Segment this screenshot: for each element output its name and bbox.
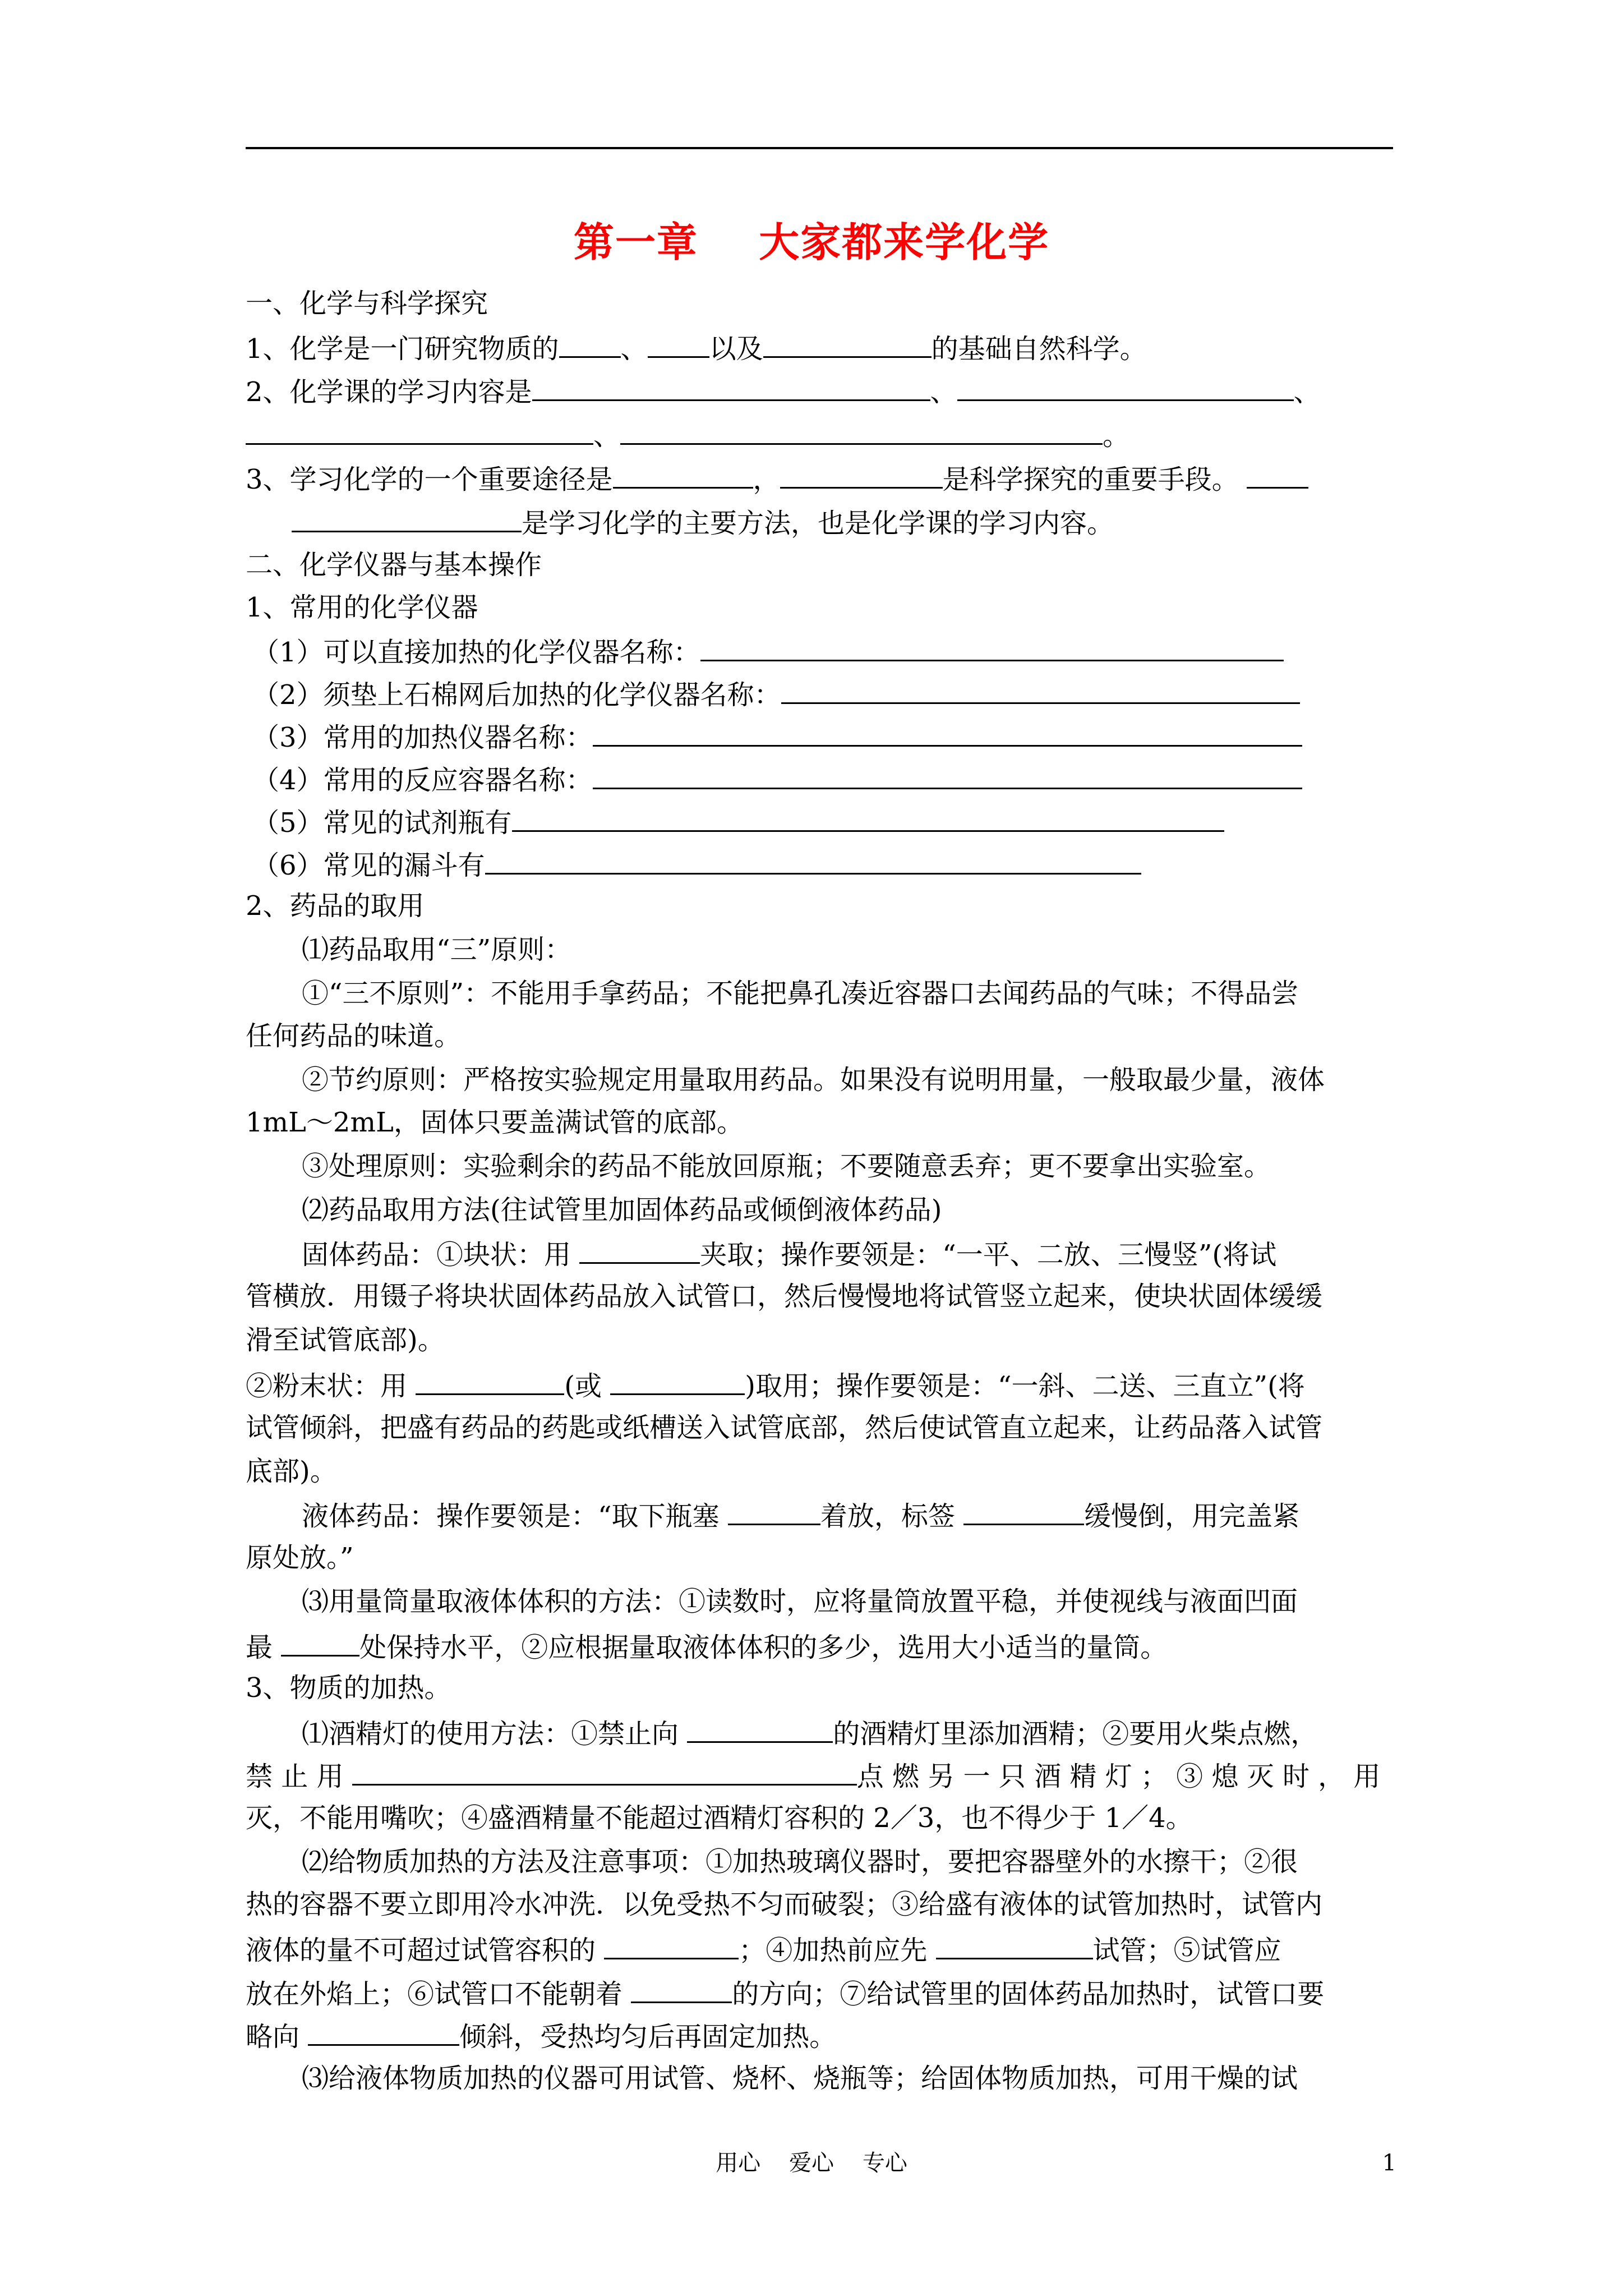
instrument-item: （4）常用的反应容器名称：	[252, 760, 1302, 799]
paragraph: 禁 止 用 点 燃 另 一 只 酒 精 灯 ； ③ 熄 灭 时 ， 用	[246, 1756, 1380, 1795]
instrument-item: （3）常用的加热仪器名称：	[252, 717, 1302, 756]
paragraph: ⑶给液体物质加热的仪器可用试管、烧杯、烧瓶等；给固体物质加热，可用干燥的试	[302, 2063, 1298, 2094]
paragraph: 热的容器不要立即用冷水冲洗．以免受热不匀而破裂；③给盛有液体的试管加热时，试管内	[246, 1889, 1323, 1920]
question-3-cont: 是学习化学的主要方法，也是化学课的学习内容。	[292, 503, 1114, 542]
question-3: 3、学习化学的一个重要途径是 ， 是科学探究的重要手段。	[246, 459, 1308, 498]
fill-blank[interactable]	[936, 1930, 1093, 1959]
section-heading: 一、化学与科学探究	[246, 288, 488, 319]
paragraph: ①“三不原则”：不能用手拿药品；不能把鼻孔凑近容器口去闻药品的气味；不得品尝	[302, 978, 1299, 1009]
paragraph: 底部)。	[246, 1456, 337, 1487]
subsection-heading: 2、药品的取用	[246, 890, 425, 922]
paragraph: 试管倾斜，把盛有药品的药匙或纸槽送入试管底部，然后使试管直立起来，让药品落入试管	[246, 1412, 1323, 1443]
paragraph: 液体药品：操作要领是：“取下瓶塞 着放，标签 缓慢倒，用完盖紧	[302, 1496, 1299, 1535]
fill-blank[interactable]	[246, 415, 593, 445]
paragraph: 管横放．用镊子将块状固体药品放入试管口，然后慢慢地将试管竖立起来，使块状固体缓缓	[246, 1281, 1323, 1312]
fill-blank[interactable]	[292, 503, 522, 532]
paragraph: 任何药品的味道。	[246, 1020, 462, 1052]
paragraph: ⑴药品取用“三”原则：	[302, 934, 572, 965]
question-2: 2、化学课的学习内容是 、 、	[246, 371, 1321, 411]
chapter-title: 第一章 大家都来学化学	[573, 218, 1050, 266]
page-number: 1	[1382, 2150, 1396, 2176]
paragraph: 液体的量不可超过试管容积的 ；④加热前应先 试管；⑤试管应	[246, 1930, 1281, 1969]
fill-blank[interactable]	[281, 1627, 359, 1657]
fill-blank[interactable]	[352, 1756, 857, 1786]
instrument-item: （1）可以直接加热的化学仪器名称：	[252, 632, 1284, 671]
paragraph: 1mL～2mL，固体只要盖满试管的底部。	[246, 1107, 744, 1138]
fill-blank[interactable]	[593, 760, 1302, 789]
paragraph: ⑶用量筒量取液体体积的方法：①读数时，应将量筒放置平稳，并使视线与液面凹面	[302, 1586, 1298, 1617]
subsection-heading: 3、物质的加热。	[246, 1672, 451, 1704]
paragraph: ⑵药品取用方法(往试管里加固体药品或倾倒液体药品)	[302, 1194, 942, 1226]
fill-blank[interactable]	[610, 1365, 745, 1395]
paragraph: 放在外焰上；⑥试管口不能朝着 的方向；⑦给试管里的固体药品加热时，试管口要	[246, 1973, 1324, 2013]
fill-blank[interactable]	[648, 328, 709, 358]
paragraph: ②粉末状：用 (或 )取用；操作要领是：“一斜、二送、三直立”(将	[246, 1365, 1305, 1405]
question-1: 1、化学是一门研究物质的 、 以及 的基础自然科学。	[246, 328, 1147, 367]
fill-blank[interactable]	[512, 802, 1224, 832]
subsection-heading: 1、常用的化学仪器	[246, 592, 478, 623]
fill-blank[interactable]	[957, 371, 1294, 401]
instrument-item: （6）常见的漏斗有	[252, 845, 1141, 884]
fill-blank[interactable]	[1247, 459, 1308, 489]
header-rule	[246, 147, 1393, 149]
paragraph: 原处放。”	[246, 1542, 354, 1573]
fill-blank[interactable]	[728, 1496, 820, 1525]
paragraph: ②节约原则：严格按实验规定用量取用药品。如果没有说明用量，一般取最少量，液体	[302, 1064, 1325, 1096]
fill-blank[interactable]	[700, 632, 1284, 661]
instrument-item: （5）常见的试剂瓶有	[252, 802, 1224, 841]
fill-blank[interactable]	[963, 1496, 1084, 1525]
footer-motto: 用心 爱心 专心	[716, 2150, 907, 2176]
fill-blank[interactable]	[593, 717, 1302, 747]
fill-blank[interactable]	[781, 674, 1300, 704]
paragraph: ⑵给物质加热的方法及注意事项：①加热玻璃仪器时，要把容器壁外的水擦干；②很	[302, 1846, 1298, 1878]
fill-blank[interactable]	[780, 459, 943, 489]
fill-blank[interactable]	[604, 1930, 739, 1959]
paragraph: 最 处保持水平，②应根据量取液体体积的多少，选用大小适当的量筒。	[246, 1627, 1167, 1666]
instrument-item: （2）须垫上石棉网后加热的化学仪器名称：	[252, 674, 1300, 714]
fill-blank[interactable]	[532, 371, 930, 401]
paragraph: ⑴酒精灯的使用方法：①禁止向 的酒精灯里添加酒精；②要用火柴点燃，	[302, 1713, 1317, 1752]
fill-blank[interactable]	[687, 1713, 833, 1743]
fill-blank[interactable]	[485, 845, 1141, 875]
fill-blank[interactable]	[613, 459, 753, 489]
paragraph: 略向 倾斜，受热均匀后再固定加热。	[246, 2016, 836, 2055]
paragraph: ③处理原则：实验剩余的药品不能放回原瓶；不要随意丢弃；更不要拿出实验室。	[302, 1151, 1271, 1182]
fill-blank[interactable]	[559, 328, 621, 358]
paragraph: 滑至试管底部)。	[246, 1324, 445, 1356]
fill-blank[interactable]	[308, 2016, 459, 2046]
paragraph: 固体药品：①块状：用 夹取；操作要领是：“一平、二放、三慢竖”(将试	[302, 1234, 1276, 1273]
paragraph: 灭，不能用嘴吹；④盛酒精量不能超过酒精灯容积的 2／3，也不得少于 1／4。	[246, 1802, 1193, 1834]
fill-blank[interactable]	[631, 1973, 732, 2003]
fill-blank[interactable]	[763, 328, 932, 358]
fill-blank[interactable]	[579, 1234, 700, 1264]
question-2-cont: 、 。	[246, 415, 1129, 454]
fill-blank[interactable]	[620, 415, 1103, 445]
fill-blank[interactable]	[416, 1365, 564, 1395]
section-heading: 二、化学仪器与基本操作	[246, 549, 542, 581]
